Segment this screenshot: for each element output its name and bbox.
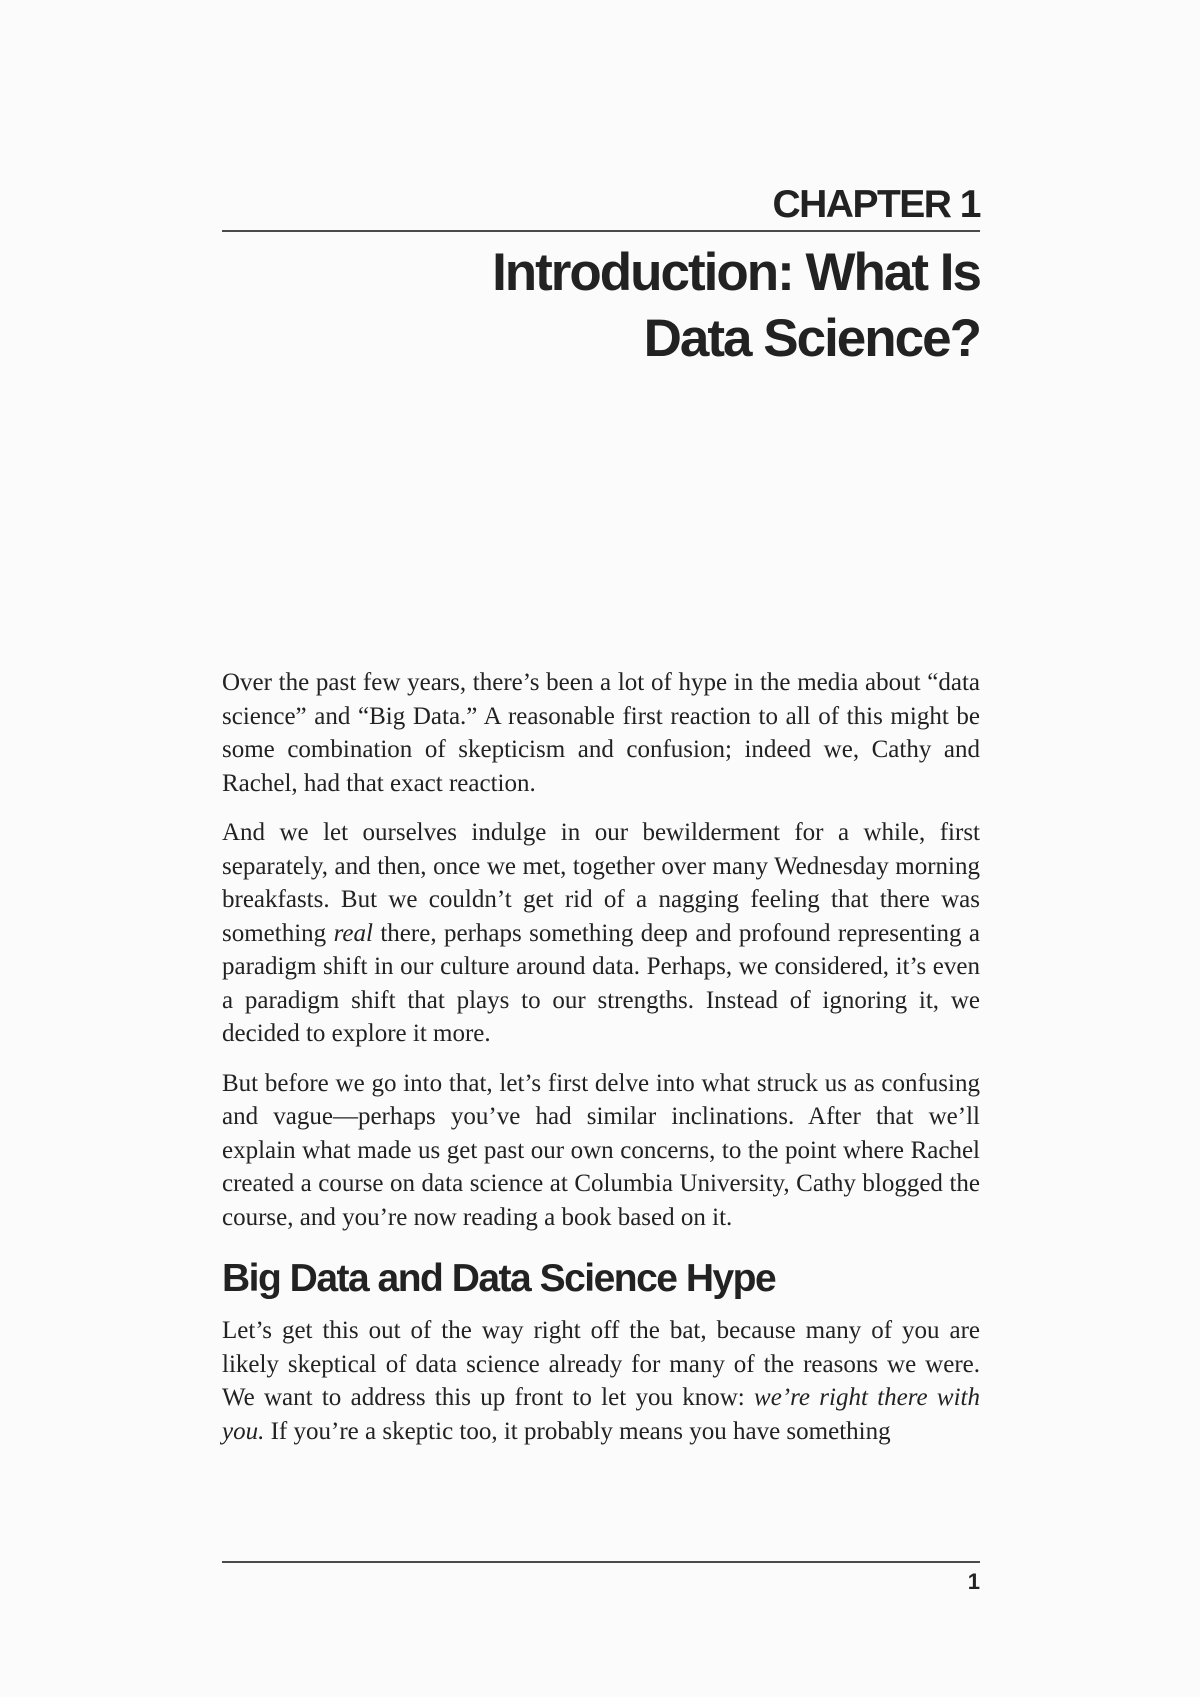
body-text: [222, 666, 980, 1464]
footer-rule: [222, 1561, 980, 1563]
paragraph-4-emphasis: we’re right there with you.: [222, 1384, 980, 1445]
chapter-title-line-2: Data Science?: [643, 309, 980, 368]
section-heading: Big Data and Data Science Hype: [222, 1257, 776, 1300]
paragraph-2-emphasis: real: [333, 919, 373, 947]
paragraph-4-text-a: Let’s get this out of the way right off the bat, because many of you are likely skeptical of data science already for many of the reasons we were. We want to address this up front to let you know:: [222, 1317, 980, 1411]
paragraph-4-text-b: If you’re a skeptic too, it probably means you have something: [264, 1417, 891, 1445]
page-number: 1: [967, 1569, 980, 1594]
chapter-label: CHAPTER 1: [772, 183, 980, 226]
chapter-rule: [222, 230, 980, 232]
chapter-title: [222, 240, 980, 372]
paragraph-3: But before we go into that, let’s first delve into what struck us as confusing and vague—perhaps you’ve had similar inclinations. After that we’ll explain what made us get past our own concerns, to the point where Rachel created a course on data science at Columbia University, Cathy blogged the course, and you’re now reading a book based on it.: [222, 1069, 980, 1231]
paragraph-4: [222, 1314, 980, 1448]
paragraph-2-text-b: there, perhaps something deep and profound representing a paradigm shift in our culture around data. Perhaps, we considered, it’s even a paradigm shift that plays to our strengths. Instead of ignoring it, we decided to explore it more.: [222, 919, 981, 1047]
paragraph-2-text-a: And we let ourselves indulge in our bewilderment for a while, first separately, and then, once we met, together over many Wednesday morning breakfasts. But we couldn’t get rid of a nagging feeling that there was something: [222, 819, 980, 947]
chapter-title-line-1: Introduction: What Is: [492, 243, 980, 302]
paragraph-1: Over the past few years, there’s been a lot of hype in the media about “data science” and “Big Data.” A reasonable first reaction to all of this might be some combination of skepticism and confusion; indeed we, Cathy and Rachel, had that exact reaction.: [222, 669, 980, 797]
paragraph-2: [222, 816, 980, 1051]
